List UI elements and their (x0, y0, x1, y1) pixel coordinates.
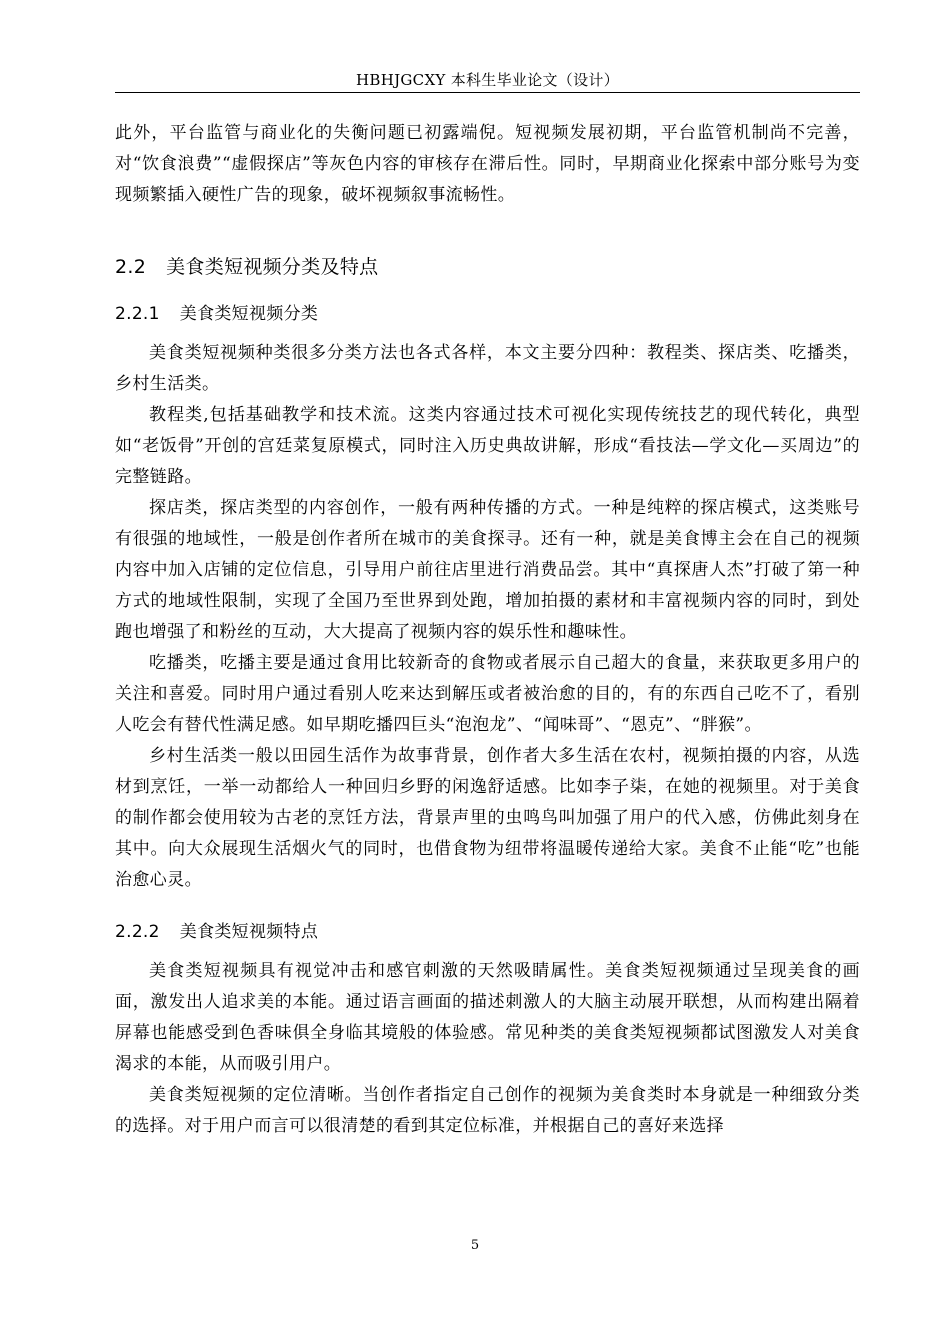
paragraph-store-visit-type: 探店类，探店类型的内容创作，一般有两种传播的方式。一种是纯粹的探店模式，这类账号有很强的地域性，一般是创作者所在城市的美食探寻。还有一种，就是美食博主会在自己的视频内容中加入店铺的定位信息，引导用户前往店里进行消费品尝。其中“真探唐人杰”打破了第一种方式的地域性限制，实现了全国乃至世界到处跑，增加拍摄的素材和丰富视频内容的同时，到处跑也增强了和粉丝的互动，大大提高了视频内容的娱乐性和趣味性。 (115, 498, 860, 642)
paragraph-classification-overview: 美食类短视频种类很多分类方法也各式各样，本文主要分四种：教程类、探店类、吃播类，乡村生活类。 (115, 343, 860, 394)
section-heading (115, 254, 860, 280)
section-number: 2.2 (115, 256, 147, 278)
intro-paragraph: 此外，平台监管与商业化的失衡问题已初露端倪。短视频发展初期，平台监管机制尚不完善，对“饮食浪费”“虚假探店”等灰色内容的审核存在滞后性。同时，早期商业化探索中部分账号为变现频繁插入硬性广告的现象，破坏视频叙事流畅性。 (115, 123, 860, 205)
subsection-number: 2.2.2 (115, 922, 160, 942)
subsection-title: 美食类短视频特点 (179, 922, 319, 942)
paragraph-mukbang-type: 吃播类，吃播主要是通过食用比较新奇的食物或者展示自己超大的食量，来获取更多用户的关注和喜爱。同时用户通过看别人吃来达到解压或者被治愈的目的，有的东西自己吃不了，看别人吃会有替代性满足感。如早期吃播四巨头“泡泡龙”、“闻味哥”、“恩克”、“胖猴”。 (115, 653, 860, 735)
subsection-number: 2.2.1 (115, 304, 160, 324)
running-header: HBHJGCXY 本科生毕业论文（设计） (355, 71, 619, 89)
section-title: 美食类短视频分类及特点 (166, 256, 379, 278)
paragraph-visual-appeal: 美食类短视频具有视觉冲击和感官刺激的天然吸睛属性。美食类短视频通过呈现美食的画面，激发出人追求美的本能。通过语言画面的描述刺激人的大脑主动展开联想，从而构建出隔着屏幕也能感受到色香味俱全身临其境般的体验感。常见种类的美食类短视频都试图激发人对美食渴求的本能，从而吸引用户。 (115, 961, 860, 1074)
paragraph-rural-life-type: 乡村生活类一般以田园生活作为故事背景，创作者大多生活在农村，视频拍摄的内容，从选材到烹饪，一举一动都给人一种回归乡野的闲逸舒适感。比如李子柒，在她的视频里。对于美食的制作都会使用较为古老的烹饪方法，背景声里的虫鸣鸟叫加强了用户的代入感，仿佛此刻身在其中。向大众展现生活烟火气的同时，也借食物为纽带将温暖传递给大家。美食不止能“吃”也能治愈心灵。 (115, 746, 860, 890)
subsection-heading-classification (115, 302, 860, 326)
paragraph-tutorial-type: 教程类,包括基础教学和技术流。这类内容通过技术可视化实现传统技艺的现代转化，典型如“老饭骨”开创的宫廷菜复原模式，同时注入历史典故讲解，形成“看技法—学文化—买周边”的完整链路。 (115, 405, 860, 487)
header-divider (115, 92, 860, 93)
paragraph-clear-positioning: 美食类短视频的定位清晰。当创作者指定自己创作的视频为美食类时本身就是一种细致分类的选择。对于用户而言可以很清楚的看到其定位标准，并根据自己的喜好来选择 (115, 1085, 860, 1136)
subsection-title: 美食类短视频分类 (179, 304, 319, 324)
page-number: 5 (470, 1238, 480, 1253)
subsection-heading-features (115, 920, 860, 944)
page-body (115, 118, 860, 1142)
